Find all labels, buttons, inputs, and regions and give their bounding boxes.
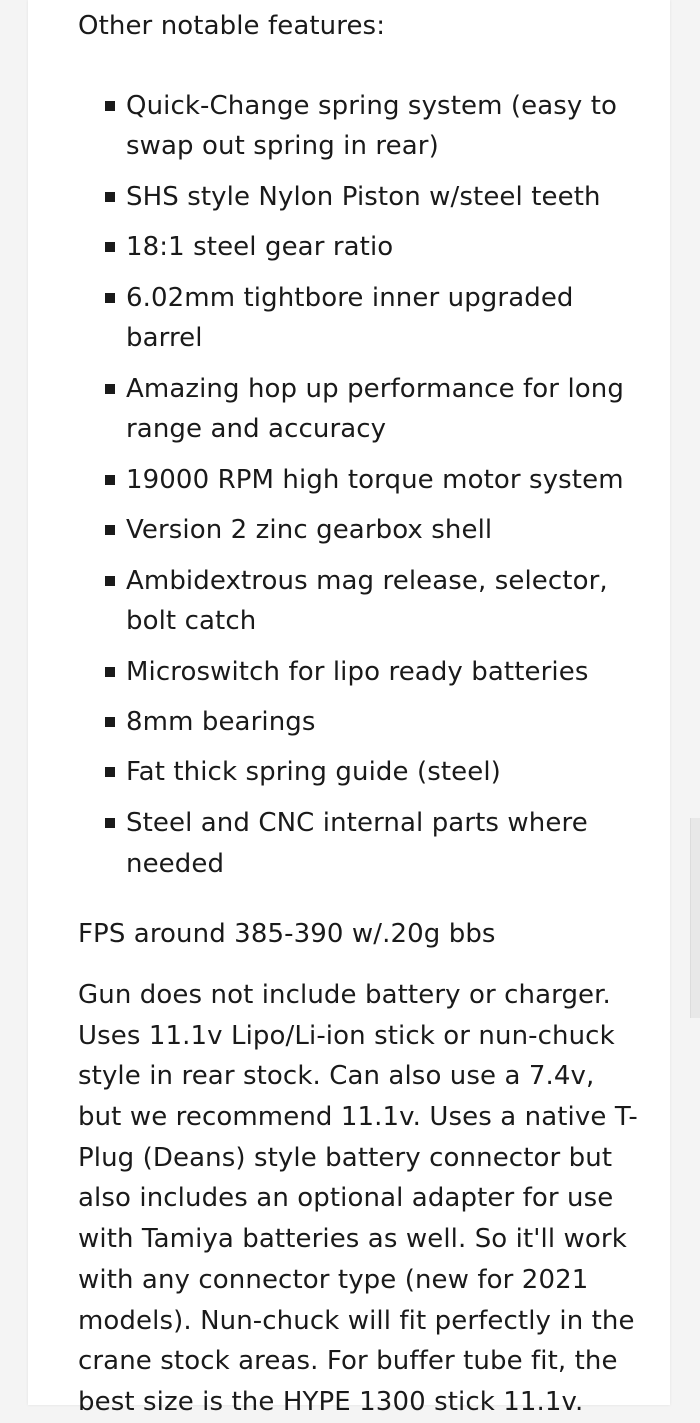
feature-item <box>78 702 638 743</box>
feature-text: Ambidextrous mag release, selector, bolt catch <box>126 565 608 637</box>
feature-text: 6.02mm tightbore inner upgraded barrel <box>126 282 574 354</box>
square-bullet-icon <box>105 101 115 111</box>
feature-item <box>78 86 638 167</box>
feature-item <box>78 460 638 501</box>
square-bullet-icon <box>105 242 115 252</box>
feature-text: SHS style Nylon Piston w/steel teeth <box>126 181 601 212</box>
square-bullet-icon <box>105 192 115 202</box>
features-heading: Other notable features: <box>78 11 386 41</box>
square-bullet-icon <box>105 717 115 727</box>
feature-item <box>78 369 638 450</box>
feature-text: 8mm bearings <box>126 707 316 738</box>
battery-description: Gun does not include battery or charger. Uses 11.1v Lipo/Li-ion stick or nun-chuck style in rear stock. Can also use a 7.4v, but we recommend 11.1v. Uses a native T-Plug (Deans) style battery connector but also includes an optional adapter for use with Tamiya batteries as well. So it'll work with any connector type (new for 2021 models). Nun-chuck will fit perfectly in the crane stock areas. For buffer tube fit, the best size is the HYPE 1300 stick 11.1v. <box>78 979 638 1417</box>
feature-item <box>78 561 638 642</box>
feature-item <box>78 227 638 268</box>
feature-item <box>78 510 638 551</box>
square-bullet-icon <box>105 525 115 535</box>
square-bullet-icon <box>105 576 115 586</box>
feature-text: Version 2 zinc gearbox shell <box>126 515 493 546</box>
feature-item <box>78 803 638 884</box>
square-bullet-icon <box>105 293 115 303</box>
feature-text: Fat thick spring guide (steel) <box>126 757 501 788</box>
square-bullet-icon <box>105 475 115 485</box>
fps-rating: FPS around 385-390 w/.20g bbs <box>78 919 496 950</box>
feature-item <box>78 278 638 359</box>
feature-text: Amazing hop up performance for long range and accuracy <box>126 373 624 445</box>
feature-text: 19000 RPM high torque motor system <box>126 464 624 495</box>
feature-item <box>78 752 638 793</box>
product-description <box>78 0 638 1423</box>
feature-item <box>78 652 638 693</box>
square-bullet-icon <box>105 384 115 394</box>
feature-item <box>78 177 638 218</box>
square-bullet-icon <box>105 818 115 828</box>
feature-text: 18:1 steel gear ratio <box>126 232 394 263</box>
feature-text: Microswitch for lipo ready batteries <box>126 656 589 687</box>
feature-text: Quick-Change spring system (easy to swap out spring in rear) <box>126 90 618 162</box>
scrollbar-thumb[interactable] <box>690 818 700 1018</box>
features-list <box>78 86 638 885</box>
feature-text: Steel and CNC internal parts where needed <box>126 807 588 879</box>
square-bullet-icon <box>105 767 115 777</box>
square-bullet-icon <box>105 667 115 677</box>
